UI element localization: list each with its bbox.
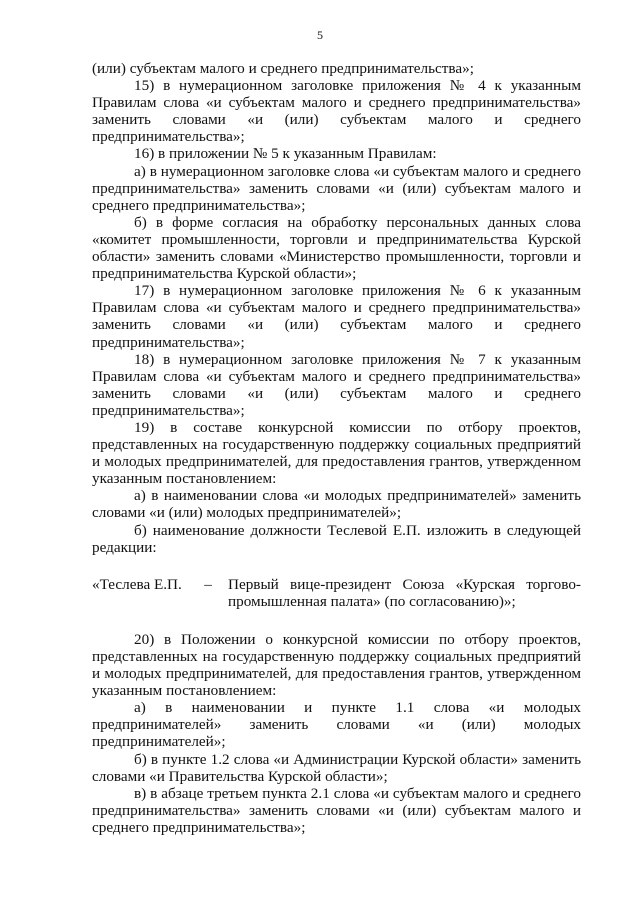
- document-body: [92, 60, 581, 836]
- paragraph-item-18: 18) в нумерационном заголовке приложения № 7 к указанным Правилам слова «и субъектам малого и среднего предпринимательства» заменить словами «и (или) субъектам малого и среднего предпринимательства»;: [92, 350, 581, 419]
- blank-line: [92, 610, 581, 631]
- paragraph-item-16a: а) в нумерационном заголовке слова «и субъектам малого и среднего предпринимательства» заменить словами «и (или) субъектам малого и среднего предпринимательства»;: [92, 162, 581, 214]
- paragraph-item-16b: б) в форме согласия на обработку персональных данных слова «комитет промышленности, торговли и предпринимательства Курской области» заменить словами «Министерство промышленности, торговли и предпринимательства Курской области»;: [92, 213, 581, 283]
- paragraph-item-20a: а) в наименовании и пункте 1.1 слова «и молодых предпринимателей» заменить словами «и (или) молодых предпринимателей»;: [92, 699, 581, 751]
- member-dash: –: [204, 575, 212, 593]
- paragraph-item-20b: б) в пункте 1.2 слова «и Администрации Курской области» заменить словами «и Правительства Курской области»;: [92, 750, 581, 785]
- paragraph-item-20: 20) в Положении о конкурсной комиссии по отбору проектов, представленных на государственную поддержку социальных предприятий и молодых предпринимателей, для предоставления грантов, утвержденном указанным постановлением:: [92, 630, 581, 700]
- paragraph-continuation: (или) субъектам малого и среднего предпринимательства»;: [92, 60, 474, 77]
- paragraph-item-15: 15) в нумерационном заголовке приложения № 4 к указанным Правилам слова «и субъектам малого и среднего предпринимательства» заменить словами «и (или) субъектам малого и среднего предпринимательства»;: [92, 77, 581, 146]
- blank-line: [92, 556, 581, 576]
- paragraph-item-19: 19) в составе конкурсной комиссии по отбору проектов, представленных на государственную поддержку социальных предприятий и молодых предпринимателей, для предоставления грантов, утвержденном указанным постановлением:: [92, 418, 581, 488]
- paragraph-item-16: 16) в приложении № 5 к указанным Правилам:: [134, 145, 437, 163]
- commission-member-row: [92, 576, 581, 610]
- paragraph-item-19a: а) в наименовании слова «и молодых предпринимателей» заменить словами «и (или) молодых предпринимателей»;: [92, 487, 581, 522]
- page-number: 5: [317, 28, 323, 42]
- member-position: Первый вице-президент Союза «Курская торгово-промышленная палата» (по согласованию)»;: [228, 575, 581, 610]
- member-name: «Теслева Е.П.: [92, 575, 182, 593]
- paragraph-item-19b: б) наименование должности Теслевой Е.П. изложить в следующей редакции:: [92, 521, 581, 556]
- paragraph-item-17: 17) в нумерационном заголовке приложения № 6 к указанным Правилам слова «и субъектам малого и среднего предпринимательства» заменить словами «и (или) субъектам малого и среднего предпринимательства»;: [92, 282, 581, 351]
- paragraph-item-20c: в) в абзаце третьем пункта 2.1 слова «и субъектам малого и среднего предпринимательства» заменить словами «и (или) субъектам малого и среднего предпринимательства»;: [92, 784, 581, 836]
